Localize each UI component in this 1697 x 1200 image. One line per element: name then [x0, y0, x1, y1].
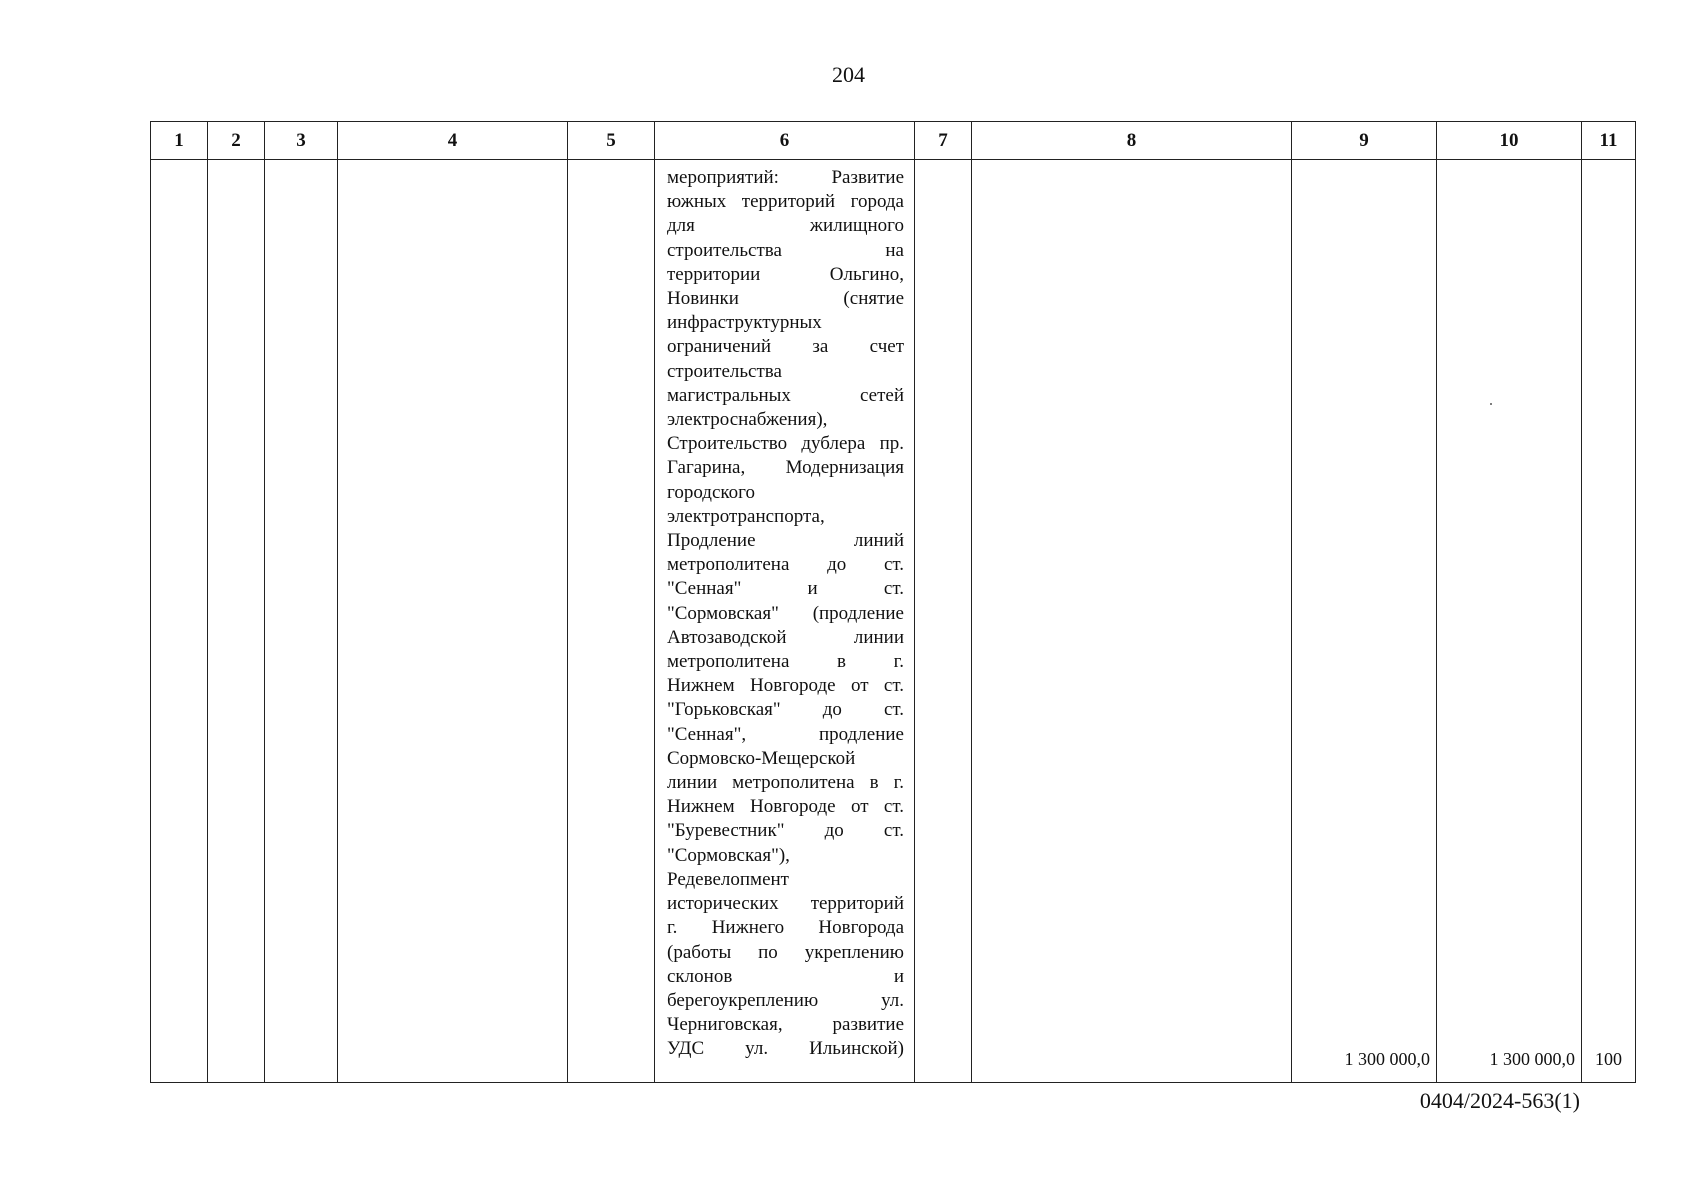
cell-col-8 [972, 160, 1292, 1083]
header-col-8: 8 [972, 122, 1292, 160]
description-line: Строительство дублера пр. [667, 433, 904, 455]
header-col-7: 7 [915, 122, 972, 160]
description-line: Черниговская, развитие [667, 1014, 904, 1036]
header-row [151, 122, 1636, 160]
header-col-3: 3 [265, 122, 338, 160]
description-line: инфраструктурных [667, 312, 822, 334]
header-col-9: 9 [1292, 122, 1437, 160]
header-col-11: 11 [1582, 122, 1636, 160]
document-code: 0404/2024-563(1) [1419, 1088, 1580, 1113]
cell-col-1 [151, 160, 208, 1083]
description-line: "Горьковская" до ст. [667, 699, 904, 721]
description-line: "Сормовская"), [667, 844, 790, 866]
description-line: строительства [667, 360, 782, 382]
table-row [151, 160, 1636, 1083]
cell-col-3 [265, 160, 338, 1083]
description-line: линии метрополитена в г. [667, 772, 904, 794]
description-line: Редевелопмент [667, 868, 789, 890]
description-line: "Сенная" и ст. [667, 578, 904, 600]
budget-table [150, 121, 1636, 1083]
header-col-2: 2 [208, 122, 265, 160]
cell-col-11-percent: 100 [1582, 160, 1636, 1083]
description-line: берегоукреплению ул. [667, 989, 904, 1011]
description-line: "Буревестник" до ст. [667, 820, 904, 842]
description-line: (работы по укреплению [667, 941, 904, 963]
description-line: Автозаводской линии [667, 626, 904, 648]
description-line: магистральных сетей [667, 384, 904, 406]
description-line: электротранспорта, [667, 505, 825, 527]
description-line: "Сормовская" (продление [667, 602, 904, 624]
cell-col-4 [338, 160, 568, 1083]
cell-col-2 [208, 160, 265, 1083]
description-line: для жилищного [667, 215, 904, 237]
description-line: г. Нижнего Новгорода [667, 917, 904, 939]
description-line: электроснабжения), [667, 409, 828, 431]
description-line: южных территорий города [667, 191, 904, 213]
cell-col-5 [568, 160, 655, 1083]
description-line: мероприятий: Развитие [667, 167, 904, 188]
scan-speck [1490, 403, 1492, 405]
description-line: Нижнем Новгороде от ст. [667, 796, 904, 818]
cell-col-7 [915, 160, 972, 1083]
cell-col-6-description [655, 160, 915, 1083]
page-number: 204 [832, 62, 865, 87]
description-text [655, 160, 914, 1062]
header-col-5: 5 [568, 122, 655, 160]
header-col-10: 10 [1437, 122, 1582, 160]
header-col-4: 4 [338, 122, 568, 160]
header-col-1: 1 [151, 122, 208, 160]
header-col-6: 6 [655, 122, 915, 160]
description-line: городского [667, 481, 755, 503]
description-line: метрополитена до ст. [667, 554, 904, 576]
description-line: территории Ольгино, [667, 263, 904, 285]
description-line: исторических территорий [667, 893, 904, 915]
description-line: метрополитена в г. [667, 651, 904, 673]
description-line: склонов и [667, 965, 904, 987]
description-line: Нижнем Новгороде от ст. [667, 675, 904, 697]
description-line: "Сенная", продление [667, 723, 904, 745]
description-line: Продление линий [667, 530, 904, 552]
cell-col-10-amount: 1 300 000,0 [1437, 160, 1582, 1083]
description-line: Гагарина, Модернизация [667, 457, 904, 479]
description-line: Новинки (снятие [667, 288, 904, 310]
description-line: строительства на [667, 239, 904, 261]
cell-col-9-amount: 1 300 000,0 [1292, 160, 1437, 1083]
description-line: ограничений за счет [667, 336, 904, 358]
description-line: Сормовско-Мещерской [667, 747, 856, 769]
description-line: УДС ул. Ильинской) [667, 1038, 904, 1060]
